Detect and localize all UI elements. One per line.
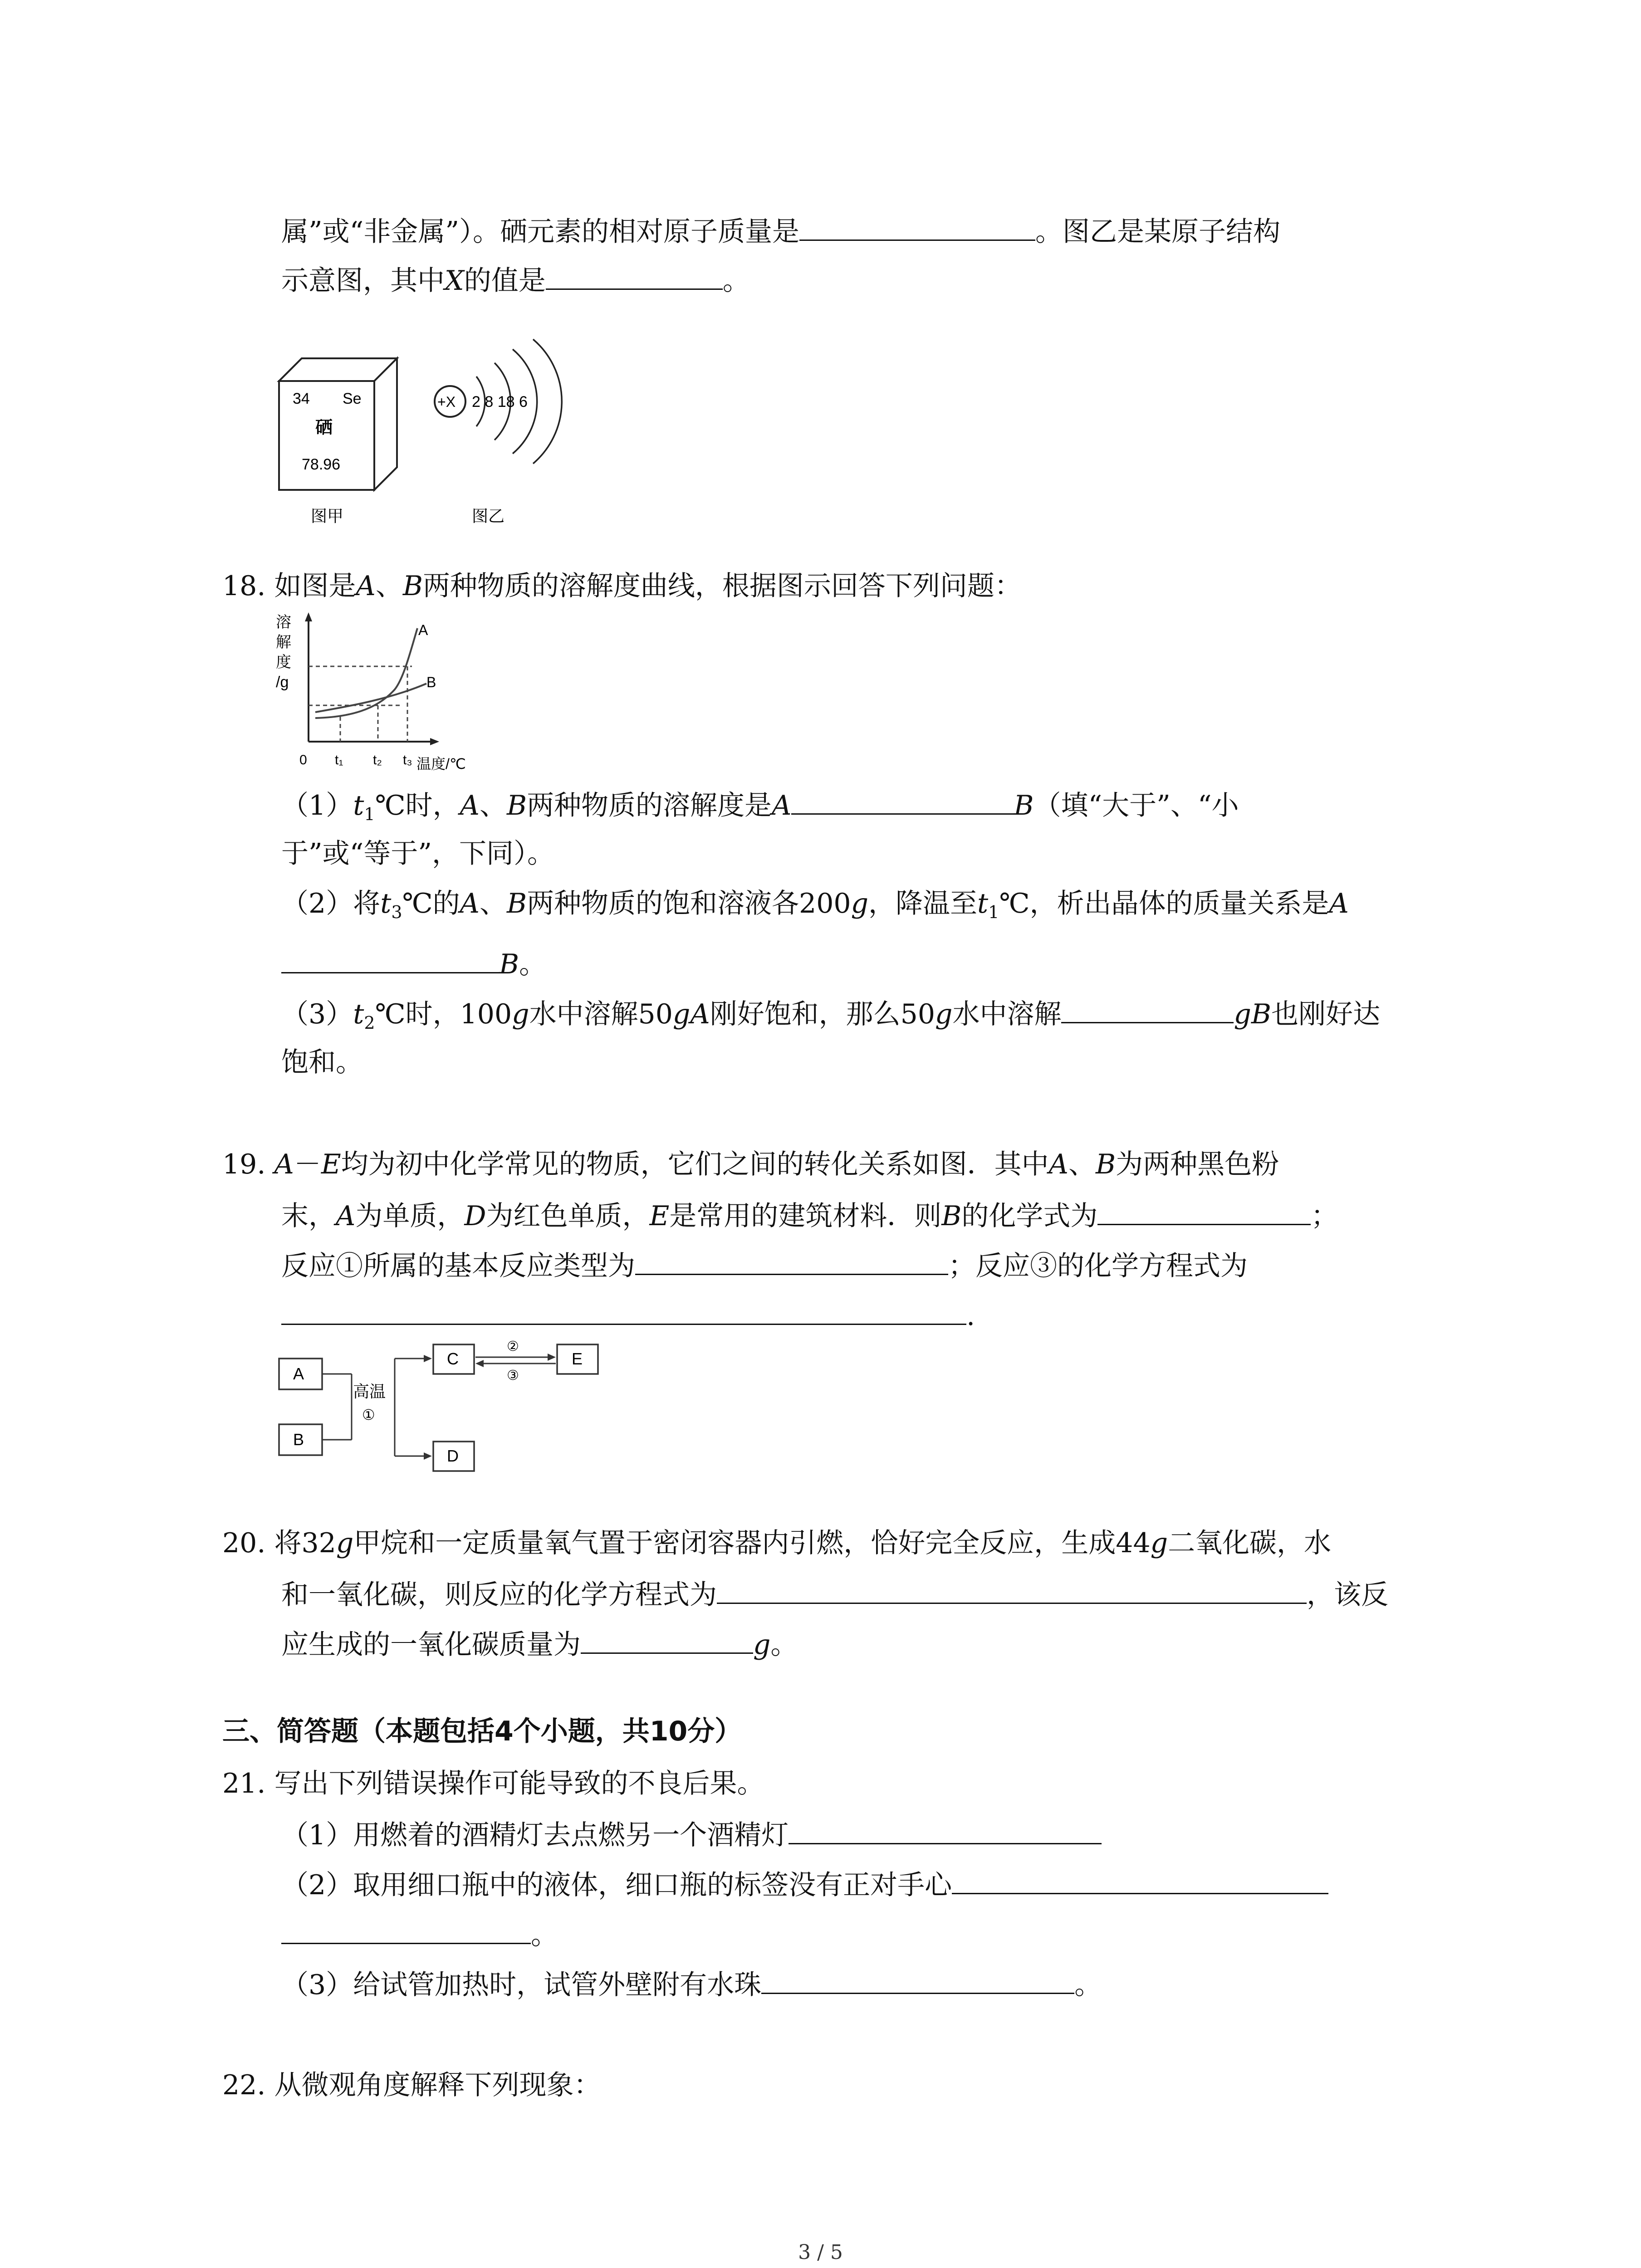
x-axis-label: 温度/℃ xyxy=(416,756,466,772)
unit-g: g xyxy=(851,888,869,919)
q20-text: 。 xyxy=(770,1629,798,1661)
unit-g: g xyxy=(1150,1527,1168,1559)
q20-text: 和一氧化碳，则反应的化学方程式为 xyxy=(281,1579,717,1611)
subscript: 3 xyxy=(391,902,402,922)
q21-text: （3）给试管加热时，试管外壁附有水珠 xyxy=(281,1969,762,2001)
subscript: 2 xyxy=(364,1013,375,1033)
q18-text: 水中溶解 xyxy=(952,998,1062,1030)
var-a: A xyxy=(336,1200,356,1232)
q18-text: 两种物质的饱和溶液各200 xyxy=(527,888,851,919)
q21-text: 写出下列错误操作可能导致的不良后果。 xyxy=(274,1768,764,1799)
curve-b-label: B xyxy=(426,674,436,690)
q18-text: 饱和。 xyxy=(281,1046,363,1078)
subscript: 1 xyxy=(988,902,999,922)
arrow-e-to-c xyxy=(475,1360,484,1367)
y-axis-label: 解 xyxy=(276,634,291,651)
q19-text: ；反应③的化学方程式为 xyxy=(948,1250,1248,1282)
solubility-curve-chart xyxy=(272,610,490,782)
tick-label-t2: t₂ xyxy=(373,753,382,767)
q18-text: ℃，析出晶体的质量关系是 xyxy=(999,888,1329,919)
tick-label-t1: t₁ xyxy=(335,753,343,767)
var-a: A xyxy=(356,570,376,602)
q18-text: 于”或“等于”，下同）。 xyxy=(281,838,555,870)
q21-sub2-cont xyxy=(281,1916,558,1952)
var-a: A xyxy=(690,998,710,1030)
q17-line1 xyxy=(281,213,1280,249)
answer-blank[interactable] xyxy=(281,946,499,973)
var-b: B xyxy=(499,948,519,980)
q19-text: － xyxy=(294,1149,321,1180)
q18-text: ，降温至 xyxy=(868,888,978,919)
box-d-label: D xyxy=(447,1447,459,1465)
q20-line2 xyxy=(281,1576,1388,1612)
q19-text: 为红色单质， xyxy=(486,1200,650,1232)
var-t: t xyxy=(977,888,989,919)
reaction-1-label: ① xyxy=(362,1407,375,1423)
question-number: 20. xyxy=(222,1527,266,1559)
variable-x: X xyxy=(445,265,464,297)
q21-stem xyxy=(222,1767,764,1801)
q18-text: ℃时，100 xyxy=(375,998,512,1030)
q21-sub1 xyxy=(281,1817,1102,1853)
var-a: A xyxy=(1329,888,1349,919)
q18-sub1 xyxy=(281,787,1239,826)
q18-text: （1） xyxy=(281,790,353,821)
y-axis-label: 溶 xyxy=(276,614,291,631)
unit-g: g xyxy=(512,998,529,1030)
shell-electron-counts: 2 8 18 6 xyxy=(472,393,528,411)
section-heading xyxy=(222,1715,742,1749)
q18-sub1-cont xyxy=(281,837,554,871)
q19-line1 xyxy=(222,1148,1279,1182)
reaction-3-label: ③ xyxy=(507,1368,519,1383)
q18-text: ℃的 xyxy=(402,888,460,919)
q19-text: 反应①所属的基本反应类型为 xyxy=(281,1250,635,1282)
var-b: B xyxy=(1096,1149,1116,1180)
arrow-to-d xyxy=(424,1452,432,1460)
var-a: A xyxy=(460,888,480,919)
answer-blank[interactable] xyxy=(281,1916,531,1944)
q19-text: 为两种黑色粉 xyxy=(1116,1149,1279,1180)
q19-text: 均为初中化学常见的物质，它们之间的转化关系如图．其中 xyxy=(341,1149,1049,1180)
answer-blank[interactable] xyxy=(791,787,1014,815)
atomic-mass: 78.96 xyxy=(302,456,341,473)
answer-blank[interactable] xyxy=(799,213,1035,241)
q18-text: 也刚好达 xyxy=(1271,998,1380,1030)
q18-text: 如图是 xyxy=(274,570,356,602)
q21-sub2 xyxy=(281,1867,1328,1902)
q20-text: 二氧化碳，水 xyxy=(1168,1527,1332,1559)
q19-text: 、 xyxy=(1068,1149,1096,1180)
answer-blank[interactable] xyxy=(546,262,723,290)
q18-stem xyxy=(222,569,1022,603)
q19-line3 xyxy=(281,1247,1248,1283)
answer-blank[interactable] xyxy=(952,1867,1328,1894)
var-t: t xyxy=(353,790,364,821)
question-number: 18. xyxy=(222,570,266,602)
cube-side xyxy=(374,358,397,490)
var-t: t xyxy=(353,998,364,1030)
q21-text: 。 xyxy=(1074,1969,1102,2001)
q18-text: 、 xyxy=(479,790,507,821)
q18-sub3-cont xyxy=(281,1046,363,1080)
element-cell-figure xyxy=(272,349,408,531)
answer-blank[interactable] xyxy=(1061,996,1234,1023)
answer-blank[interactable] xyxy=(281,1297,966,1325)
q20-line1 xyxy=(222,1526,1331,1560)
condition-label: 高温 xyxy=(353,1382,386,1401)
unit-g: g xyxy=(1234,998,1251,1030)
q22-text: 从微观角度解释下列现象： xyxy=(274,2069,601,2101)
var-e: E xyxy=(321,1149,341,1180)
q18-text: 水中溶解50 xyxy=(529,998,673,1030)
unit-g: g xyxy=(753,1629,771,1661)
arrow-c-to-e xyxy=(548,1354,556,1361)
answer-blank[interactable] xyxy=(635,1247,948,1275)
var-a: A xyxy=(460,790,480,821)
var-b: B xyxy=(506,790,527,821)
answer-blank[interactable] xyxy=(581,1626,753,1654)
var-d: D xyxy=(464,1200,486,1232)
question-number: 21. xyxy=(222,1768,266,1799)
q18-text: 。 xyxy=(519,948,547,980)
q17-text: 。图乙是某原子结构 xyxy=(1035,216,1281,248)
q20-text: 甲烷和一定质量氧气置于密闭容器内引燃，恰好完全反应，生成44 xyxy=(353,1527,1151,1559)
q18-text: （3） xyxy=(281,998,353,1030)
q19-text: 的化学式为 xyxy=(961,1200,1098,1232)
box-e-label: E xyxy=(572,1349,583,1368)
var-b: B xyxy=(1014,790,1034,821)
var-e: E xyxy=(649,1200,670,1232)
answer-blank[interactable] xyxy=(761,1966,1074,1994)
y-axis-arrow xyxy=(305,612,312,621)
nucleus-charge: +X xyxy=(437,394,456,410)
q20-line3 xyxy=(281,1626,798,1662)
q18-text: ℃时， xyxy=(375,790,460,821)
arrow-to-c xyxy=(424,1355,432,1362)
q18-sub2 xyxy=(281,887,1349,924)
q19-text: 末， xyxy=(281,1200,336,1232)
q21-text: （1）用燃着的酒精灯去点燃另一个酒精灯 xyxy=(281,1819,789,1851)
answer-blank[interactable] xyxy=(717,1576,1307,1604)
answer-blank[interactable] xyxy=(1097,1198,1311,1225)
curve-a-label: A xyxy=(418,622,428,638)
var-a: A xyxy=(274,1149,294,1180)
q19-text: ； xyxy=(1311,1200,1338,1232)
q20-text: 将32 xyxy=(274,1527,336,1559)
q18-text: （填“大于”、“小 xyxy=(1034,790,1239,821)
y-axis-label: /g xyxy=(276,674,289,691)
answer-blank[interactable] xyxy=(789,1817,1102,1844)
subscript: 1 xyxy=(364,804,375,824)
section-title: 三、简答题（本题包括4个小题，共10分） xyxy=(222,1716,742,1747)
element-symbol: Se xyxy=(343,390,362,407)
origin-label: 0 xyxy=(299,753,307,767)
q17-line2 xyxy=(281,262,750,298)
var-a: A xyxy=(772,790,792,821)
question-number: 22. xyxy=(222,2069,266,2101)
element-name: 硒 xyxy=(315,418,333,437)
atom-structure-figure xyxy=(426,336,590,531)
q18-sub2-cont xyxy=(281,946,546,982)
q17-text: 示意图，其中 xyxy=(281,265,445,297)
box-c-label: C xyxy=(447,1349,459,1368)
var-b: B xyxy=(506,888,527,919)
q18-sub3 xyxy=(281,996,1380,1034)
q21-sub3 xyxy=(281,1966,1102,2002)
q17-text: 属”或“非金属”）。硒元素的相对原子质量是 xyxy=(281,216,800,248)
q22-stem xyxy=(222,2068,601,2102)
q21-text: 。 xyxy=(531,1919,558,1951)
figure-caption: 图甲 xyxy=(311,507,344,525)
q19-text: 是常用的建筑材料．则 xyxy=(669,1200,942,1232)
q19-line4 xyxy=(281,1297,975,1333)
conversion-diagram xyxy=(272,1338,617,1483)
var-b: B xyxy=(941,1200,962,1232)
box-a-label: A xyxy=(293,1364,304,1383)
var-b: B xyxy=(402,570,423,602)
q19-text: . xyxy=(966,1300,975,1332)
q18-text: 两种物质的溶解度曲线，根据图示回答下列问题： xyxy=(422,570,1022,602)
tick-label-t3: t₃ xyxy=(403,753,412,767)
unit-g: g xyxy=(672,998,691,1030)
reaction-2-label: ② xyxy=(507,1339,519,1354)
q18-text: 刚好饱和，那么50 xyxy=(710,998,936,1030)
atomic-number: 34 xyxy=(293,390,310,407)
figure-caption: 图乙 xyxy=(472,507,505,525)
x-axis-arrow xyxy=(430,738,439,745)
box-b-label: B xyxy=(293,1430,304,1449)
q21-text: （2）取用细口瓶中的液体，细口瓶的标签没有正对手心 xyxy=(281,1869,952,1901)
q17-text: 的值是 xyxy=(464,265,546,297)
var-t: t xyxy=(380,888,392,919)
y-axis-label: 度 xyxy=(276,654,291,671)
var-a: A xyxy=(1048,1149,1068,1180)
q20-text: 应生成的一氧化碳质量为 xyxy=(281,1629,581,1661)
q19-line2 xyxy=(281,1198,1338,1233)
q17-text: 。 xyxy=(722,265,750,297)
q19-text: 为单质， xyxy=(355,1200,465,1232)
q18-text: 两种物质的溶解度是 xyxy=(527,790,772,821)
question-number: 19. xyxy=(222,1149,266,1180)
q18-text: 、 xyxy=(375,570,403,602)
q20-text: ，该反 xyxy=(1307,1579,1388,1611)
curve-a xyxy=(315,628,417,718)
unit-g: g xyxy=(935,998,953,1030)
q18-text: （2）将 xyxy=(281,888,381,919)
q18-text: 、 xyxy=(479,888,507,919)
var-b: B xyxy=(1251,998,1271,1030)
unit-g: g xyxy=(336,1527,354,1559)
page-number: 3 / 5 xyxy=(798,2241,843,2264)
